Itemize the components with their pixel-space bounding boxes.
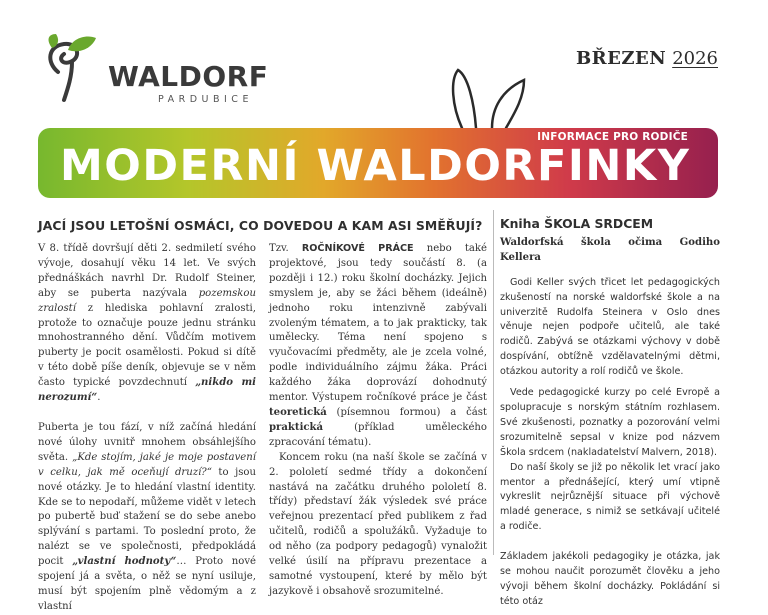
bunny-ears-icon: [448, 66, 528, 128]
col2-paragraph-1: [269, 242, 487, 451]
article-column-3: [500, 217, 720, 610]
text-run: z hlediska: [75, 302, 160, 314]
text-run: „vlastní hodnoty“: [72, 556, 177, 568]
article-column-2: [269, 242, 487, 600]
book-subheading: Waldorfská škola očima Godiho Kellera: [500, 236, 720, 263]
text-run: .: [97, 392, 101, 404]
logo-wordmark: WALDORF: [108, 60, 269, 93]
col1-paragraph-1: [38, 242, 256, 406]
text-run: pohlavní zralosti, protože to označuje pouze jednu stránku mnohostranného dění. Vůdčím motivem puberty je pocit osamělosti. Pokud si dítě v této době píše deník, objevuje se v něm často typické povzdechnutí: [38, 302, 256, 389]
issue-year: 2026: [672, 48, 718, 69]
book-heading: Kniha ŠKOLA SRDCEM: [500, 216, 654, 231]
issue-month: BŘEZEN: [575, 48, 667, 69]
col1-paragraph-2: [38, 421, 256, 615]
col2-paragraph-2: [269, 451, 487, 600]
text-run: „Kde stojím, jaké je moje postavení v celku, jak mě oceňují druzí?“: [38, 451, 256, 478]
text-run: Tzv.: [269, 243, 302, 254]
waldorf-logo: [38, 32, 278, 112]
col3-paragraph-3: Do naší školy se již po několik let vrací jako mentor a přednášející, který umí vtipně vykreslit nejrůznější situace při výchově mladé generace, s nimiž se setkávají učitelé a rodiče.: [500, 461, 720, 533]
text-run: teoretická: [269, 406, 327, 418]
issue-date: [576, 48, 718, 69]
col3-paragraph-2: Vede pedagogické kurzy po celé Evropě a spolupracuje s norským státním rozhlasem. Své zkušenosti, poznatky a pozorování velmi srozumitelně sepsal v knize pod názvem Škola srdcem (nakladatelství Malvern, 2018).: [500, 387, 720, 458]
text-run: Koncem roku (na naší škole se začíná v 2. pololetí sedmé třídy a dokončení nastává na začátku druhého pololetí 8. třídy) představí žák výsledek své práce veřejnou prezentací před publikem z řad učitelů, rodičů a spolužáků. Vyžaduje to od něho (za podpory pedagogů) vynaložit velké úsilí na přípravu prezentace a samotné vystoupení, které by mělo být jazykově i obsahově srozumitelné.: [269, 451, 487, 597]
column-divider: [493, 210, 494, 555]
article-heading: JACÍ JSOU LETOŠNÍ OSMÁCI, CO DOVEDOU A KAM ASI SMĚŘUJÍ?: [38, 218, 483, 233]
text-run: to jsou nové otázky. Je to hledání vlastní identity. Kde se to nepodaří, můžeme vidět v letech po pubertě buď stažení se do sebe anebo splývání s partami. To poslední proto, že nalézt se ve společnosti, předpokládá pocit: [38, 466, 256, 568]
waldorf-sprout-logo-icon: [38, 32, 108, 104]
text-run: (písemnou formou) a část: [326, 406, 487, 418]
text-run: (příklad uměleckého zpracování tématu).: [269, 421, 487, 448]
text-run: pozemskou zralostí: [38, 287, 256, 314]
col3-paragraph-4: Základem jakékoli pedagogiky je otázka, jak se mohou naučit porozumět člověku a jeho vývoji během školní docházky. Pokládání si této otáz: [500, 551, 720, 607]
text-run: nebo také projektové, jsou tedy součástí 8. (a později i 12.) roku školní docházky. Jejich smyslem je, aby se žáci během (ideálně) jednoho roku intenzivně zabývali zvoleným tématem, a to jak prakticky, tak umělecky. Téma není spojeno s vyučovacími předměty, ale je zcela volné, podle individuálního zájmu žáka. Práci každého žáka doprovází dohodnutý mentor. Výstupem ročníkové práce je část: [269, 243, 487, 404]
text-run: „nikdo mi nerozumí“: [38, 377, 257, 404]
banner-subtitle: INFORMACE PRO RODIČE: [537, 131, 688, 143]
text-run: praktická: [269, 421, 324, 433]
text-run: … Proto nové spojení já a světa, o něž se nyní usiluje, musí být spojením plně vědomým a z vlastní: [38, 556, 257, 612]
text-run: Puberta je tou fází, v níž začíná hledání nové úlohy uvnitř mnohem obsáhlejšího světa.: [38, 421, 256, 463]
text-run: V 8. třídě dovršují děti 2. sedmiletí svého vývoje, dosahují věku 14 let. Ve svých přednáškách navrhl Dr. Rudolf Steiner, aby se puberta nazývala: [38, 243, 256, 299]
logo-subtitle: PARDUBICE: [158, 94, 253, 105]
text-run: ROČNÍKOVÉ PRÁCE: [301, 243, 414, 254]
col3-paragraph-1: Godi Keller svých třicet let pedagogických zkušeností na norské waldorfské škole a na univerzitě Rudolfa Steinera v Oslo dnes věnuje nejen podpoře učitelů, ale také rodičů. Zabývá se otázkami výchovy v době dospívání, obtížně vzdělavatelnými dětmi, otázkou autority a rolí rodičů ve škole.: [500, 276, 720, 378]
article-column-1: [38, 242, 256, 615]
banner-title: MODERNÍ WALDORFINKY: [60, 141, 691, 191]
newsletter-banner: [38, 128, 718, 198]
